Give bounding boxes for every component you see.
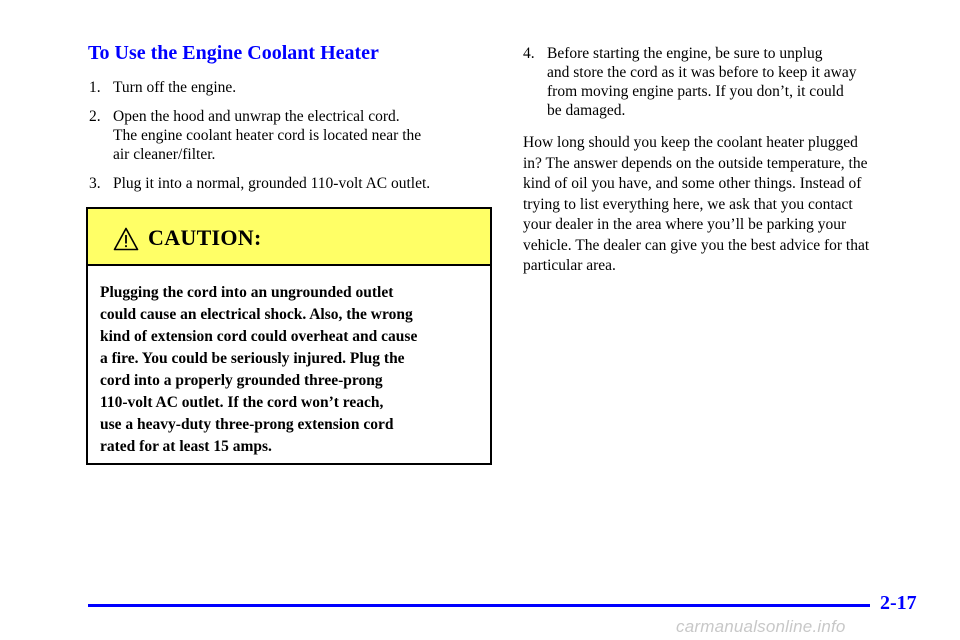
step-text-line: Before starting the engine, be sure to unplug [547, 45, 823, 62]
step-text-line: Open the hood and unwrap the electrical cord. [113, 108, 400, 125]
caution-line: could cause an electrical shock. Also, the wrong [100, 306, 413, 323]
step-text-line: The engine coolant heater cord is located near the [113, 127, 422, 144]
caution-line: kind of extension cord could overheat and cause [100, 328, 418, 345]
step-3 [89, 174, 489, 193]
watermark: carmanualsonline.info [676, 617, 846, 636]
step-text-line: from moving engine parts. If you don’t, it could [547, 83, 844, 100]
step-number: 4. [523, 45, 535, 62]
page-number: 2-17 [880, 592, 917, 614]
caution-line: Plugging the cord into an ungrounded outlet [100, 284, 394, 301]
caution-header [88, 209, 490, 266]
step-text-line: air cleaner/filter. [113, 146, 216, 163]
step-2 [89, 107, 489, 164]
step-number: 3. [89, 175, 101, 192]
caution-line: cord into a properly grounded three-prong [100, 372, 383, 389]
footer-rule [88, 604, 870, 607]
caution-line: use a heavy-duty three-prong extension cord [100, 416, 394, 433]
caution-line: a fire. You could be seriously injured. Plug the [100, 350, 405, 367]
paragraph-line: particular area. [523, 257, 616, 274]
step-text-line: be damaged. [547, 102, 626, 119]
warning-triangle-icon [113, 227, 139, 251]
caution-text [100, 282, 417, 458]
step-text-line: and store the cord as it was before to keep it away [547, 64, 857, 81]
step-text-line: Plug it into a normal, grounded 110-volt AC outlet. [113, 175, 431, 192]
caution-line: rated for at least 15 amps. [100, 438, 272, 455]
section-heading: To Use the Engine Coolant Heater [88, 42, 379, 64]
caution-box [86, 207, 492, 465]
caution-title: CAUTION: [148, 225, 262, 250]
paragraph-line: How long should you keep the coolant heater plugged [523, 134, 858, 151]
paragraph-line: your dealer in the area where you’ll be parking your [523, 216, 847, 233]
step-4 [523, 44, 933, 120]
step-1 [89, 78, 489, 97]
paragraph-line: in? The answer depends on the outside temperature, the [523, 154, 868, 172]
step-number: 1. [89, 79, 101, 96]
paragraph-line: vehicle. The dealer can give you the best advice for that [523, 236, 870, 254]
paragraph-line: kind of oil you have, and some other things. Instead of [523, 175, 862, 192]
step-number: 2. [89, 108, 101, 125]
caution-line: 110-volt AC outlet. If the cord won’t reach, [100, 394, 384, 411]
info-paragraph [523, 133, 869, 277]
step-text-line: Turn off the engine. [113, 79, 237, 96]
paragraph-line: trying to list everything here, we ask that you contact [523, 195, 853, 213]
